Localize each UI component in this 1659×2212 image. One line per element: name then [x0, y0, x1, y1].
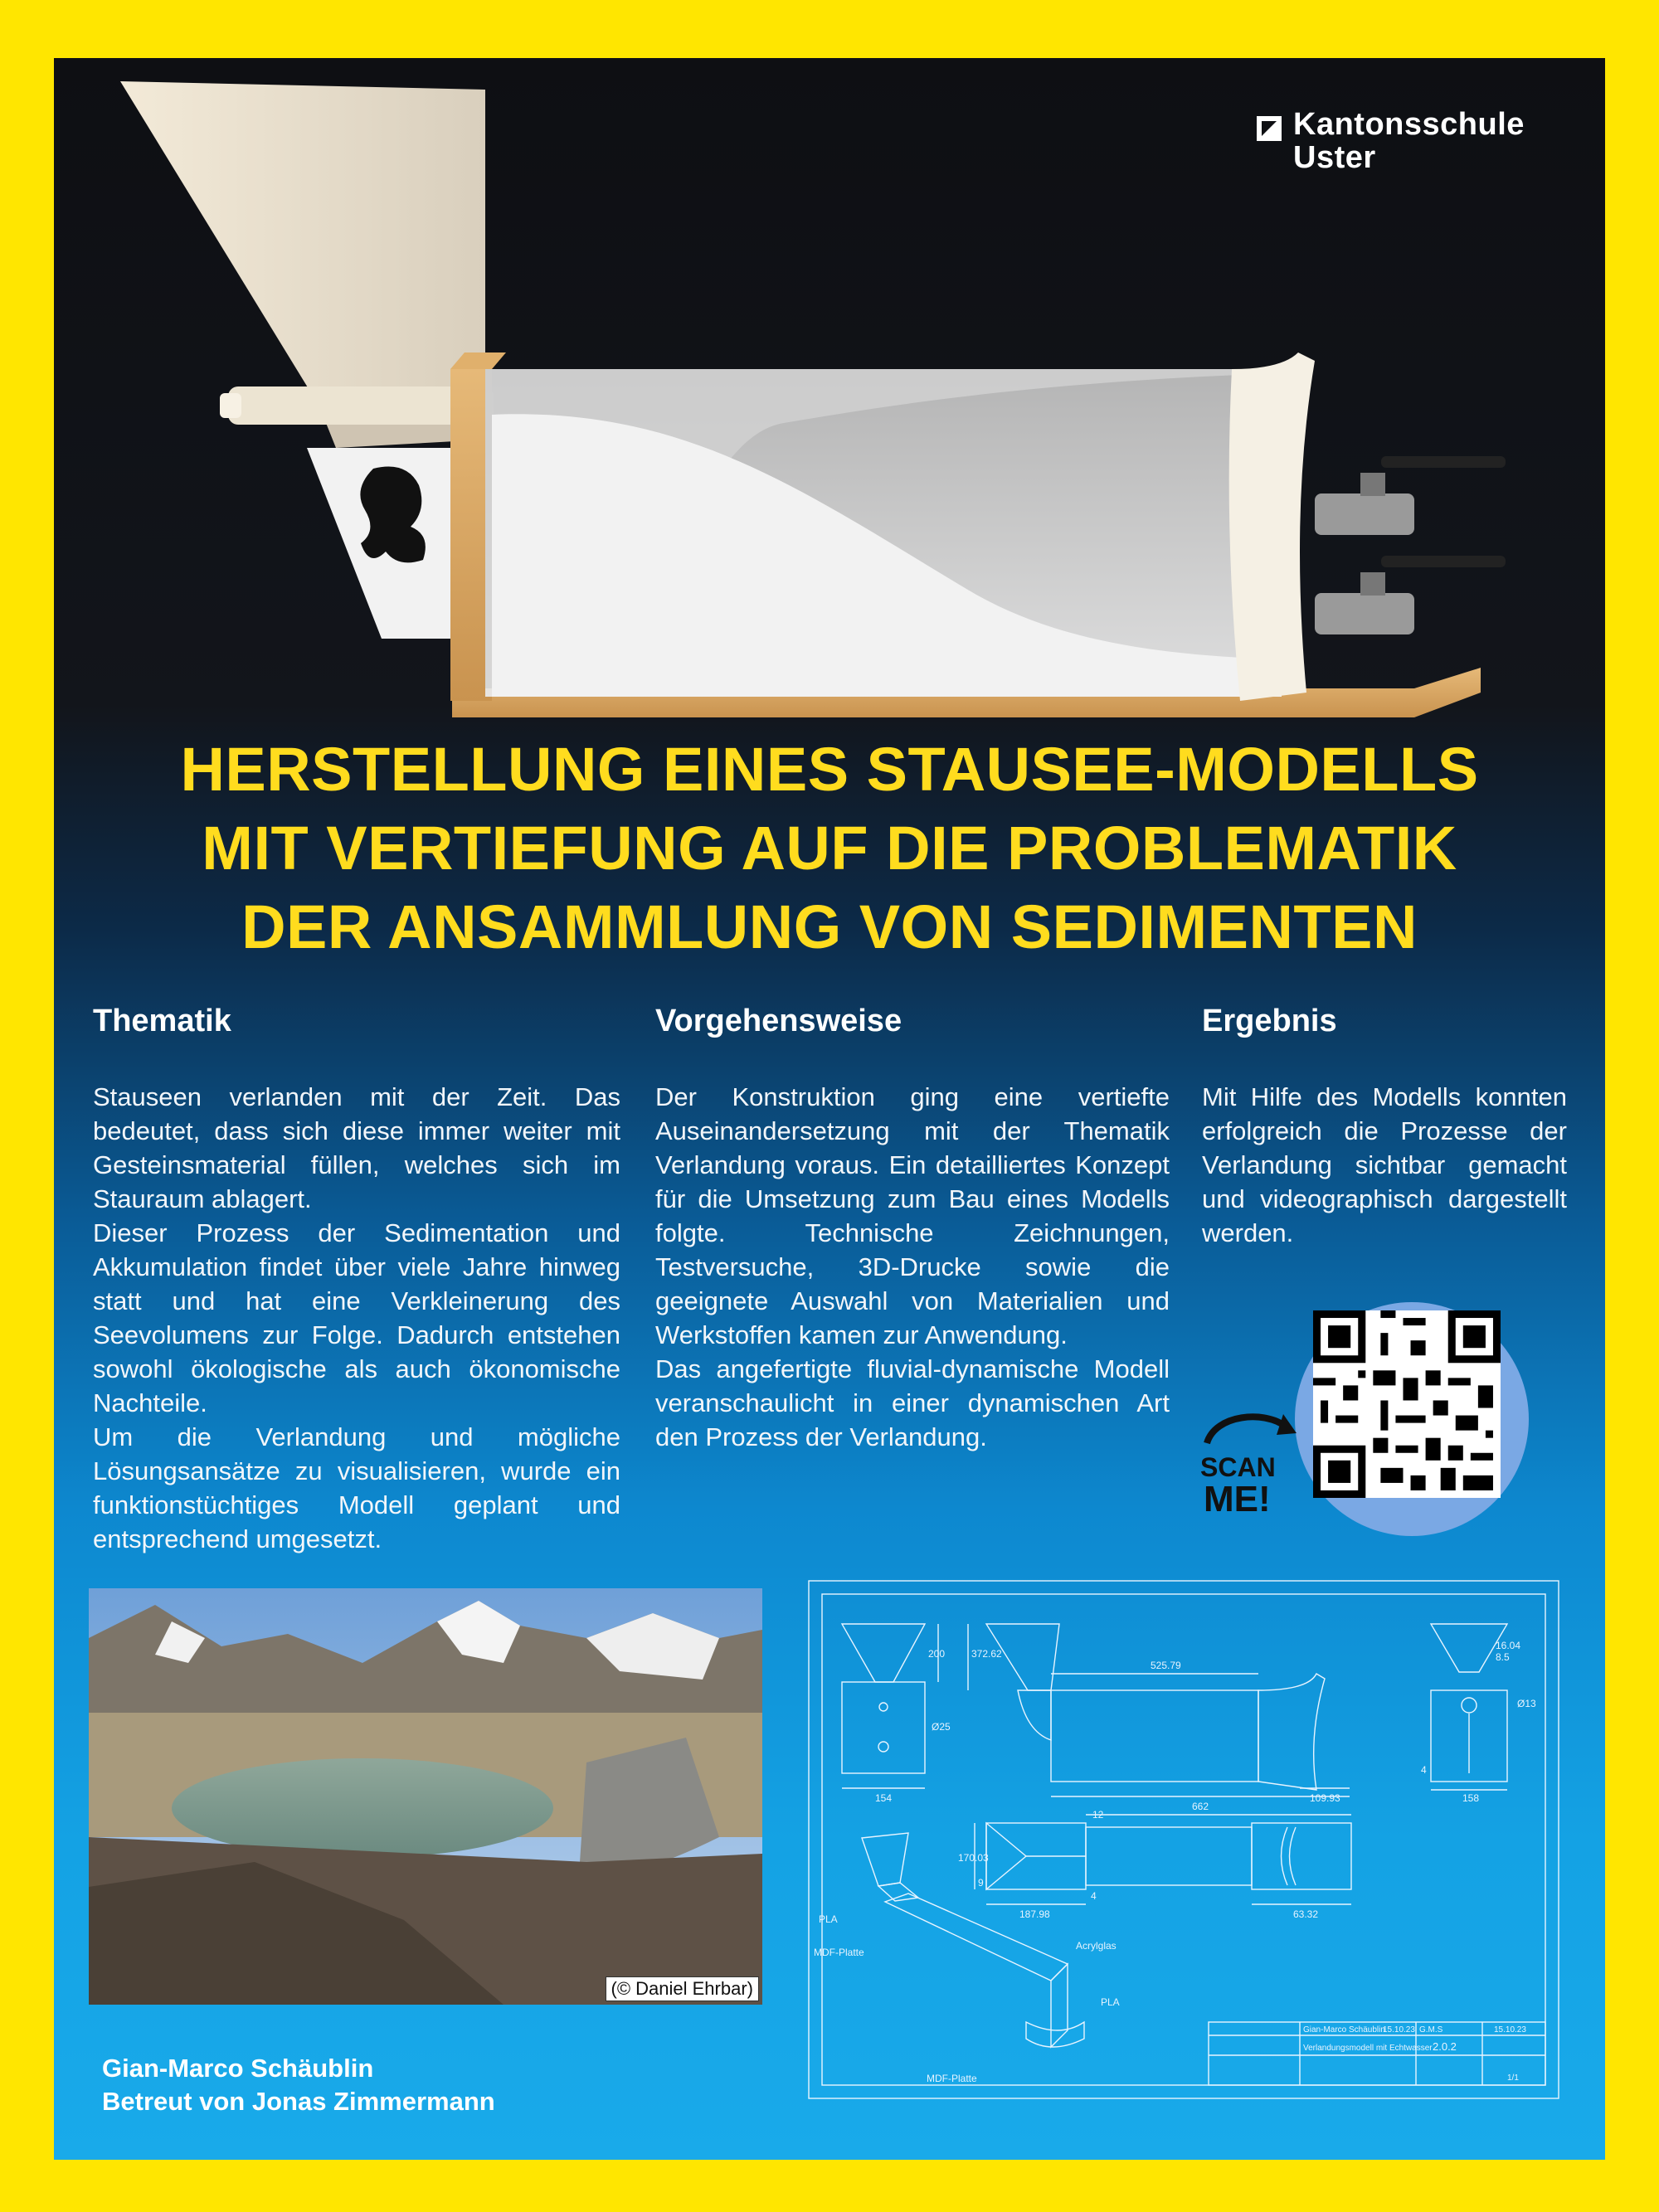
technical-drawing — [802, 1574, 1565, 2105]
dam-wall — [1229, 352, 1315, 701]
author-supervisor: Betreut von Jonas Zimmermann — [102, 2087, 495, 2116]
thematik-p2: Dieser Prozess der Sedimentation und Akkumulation findet über viele Jahre hinweg statt und hat eine Verkleinerung des Seevolumens zur Folge. Dadurch entstehen sowohl ökologische als auch ökonomische Nachteile. — [93, 1218, 620, 1417]
hopper — [120, 81, 485, 406]
tb-sheet: 1/1 — [1507, 2073, 1519, 2083]
dim-154: 154 — [875, 1792, 893, 1804]
arrow-icon — [1207, 1417, 1286, 1443]
tb-created-by: Gian-Marco Schäublin — [1303, 2025, 1385, 2035]
tb-dwg-no: 2.0.2 — [1433, 2040, 1457, 2053]
lion-emblem — [360, 467, 425, 563]
dim-187: 187.98 — [1019, 1908, 1050, 1920]
heading-vorgehensweise: Vorgehensweise — [655, 1004, 902, 1038]
dim-200: 200 — [928, 1648, 946, 1660]
dim-662: 662 — [1192, 1801, 1209, 1812]
valve-upper — [1315, 456, 1506, 535]
dim-525: 525.79 — [1151, 1660, 1181, 1671]
text-vorgehensweise — [655, 1080, 1170, 1454]
dim-13: Ø13 — [1517, 1698, 1536, 1709]
vorgehensweise-p2: Das angefertigte fluvial-dynamische Modell veranschaulicht in einer dynamischen Art den Prozess der Verlandung. — [655, 1354, 1170, 1451]
reservoir-lake — [172, 1758, 553, 1858]
label-mdf: MDF-Platte — [814, 1947, 864, 1958]
dim-372: 372.62 — [971, 1648, 1002, 1660]
me-label: ME! — [1204, 1479, 1271, 1519]
dam-photo — [89, 1588, 762, 2005]
scan-me-sticker — [1190, 1410, 1298, 1526]
dim-25: Ø25 — [932, 1721, 951, 1733]
valve-lower — [1315, 556, 1506, 634]
text-thematik — [93, 1080, 620, 1556]
dim-85: 8.5 — [1496, 1651, 1510, 1663]
tb-title: Verlandungsmodell mit Echtwasser — [1303, 2044, 1433, 2053]
dim-4: 4 — [1091, 1890, 1097, 1902]
thematik-p1: Stauseen verlanden mit der Zeit. Das bedeutet, dass sich diese immer weiter mit Gesteinsmaterial füllen, welches sich im Stauraum ablagert. — [93, 1082, 620, 1213]
tb-date-1: 15.10.23 — [1383, 2025, 1415, 2035]
qr-code[interactable] — [1313, 1310, 1501, 1498]
poster-panel — [54, 58, 1605, 2160]
dim-12: 12 — [1092, 1809, 1104, 1821]
title-line3: DER ANSAMMLUNG VON SEDIMENTEN — [241, 892, 1418, 961]
label-pla-2: PLA — [1101, 1996, 1120, 2008]
title-line1: HERSTELLUNG EINES STAUSEE-MODELLS — [180, 735, 1479, 804]
scan-label: SCAN — [1200, 1452, 1276, 1482]
tb-approved-by: G.M.S — [1419, 2025, 1443, 2035]
label-mdf-2: MDF-Platte — [927, 2073, 977, 2084]
author-name: Gian-Marco Schäublin — [102, 2054, 374, 2083]
dim-16: 16.04 — [1496, 1640, 1521, 1651]
dim-9: 9 — [978, 1877, 984, 1889]
school-logo — [1257, 108, 1572, 182]
label-pla: PLA — [819, 1913, 838, 1925]
dim-4b: 4 — [1421, 1764, 1427, 1776]
heading-thematik: Thematik — [93, 1004, 231, 1038]
vorgehensweise-p1: Der Konstruktion ging eine vertiefte Auseinandersetzung mit der Thematik Verlandung voraus. Ein detailliertes Konzept für die Umsetzung zum Bau eines Modells folgte. Technische Zeichnungen, Testversuche, 3D-Drucke sowie die geeignete Auswahl von Materialien und Werkstoffen kamen zur Anwendung. — [655, 1082, 1170, 1349]
dim-63: 63.32 — [1293, 1908, 1319, 1920]
logo-icon — [1257, 116, 1282, 141]
poster-title — [87, 730, 1572, 966]
photo-credit: (© Daniel Ehrbar) — [606, 1976, 760, 2001]
label-acrylglas: Acrylglas — [1076, 1940, 1117, 1952]
logo-line2: Uster — [1293, 140, 1376, 175]
title-line2: MIT VERTIEFUNG AUF DIE PROBLEMATIK — [202, 814, 1457, 882]
dim-158: 158 — [1462, 1792, 1480, 1804]
thematik-p3: Um die Verlandung und mögliche Lösungsansätze zu visualisieren, wurde ein funktionstüchtiges Modell geplant und entsprechend umgesetzt. — [93, 1422, 620, 1553]
heading-ergebnis: Ergebnis — [1202, 1004, 1337, 1038]
dim-109: 109.93 — [1310, 1792, 1340, 1804]
logo-line1: Kantonsschule — [1293, 107, 1525, 142]
ergebnis-p1: Mit Hilfe des Modells konnten erfolgreich die Prozesse der Verlandung sichtbar gemacht und videographisch dargestellt werden. — [1202, 1082, 1567, 1247]
dim-170: 170.03 — [958, 1852, 989, 1864]
text-ergebnis — [1202, 1080, 1567, 1250]
tb-date-2: 15.10.23 — [1494, 2025, 1526, 2035]
